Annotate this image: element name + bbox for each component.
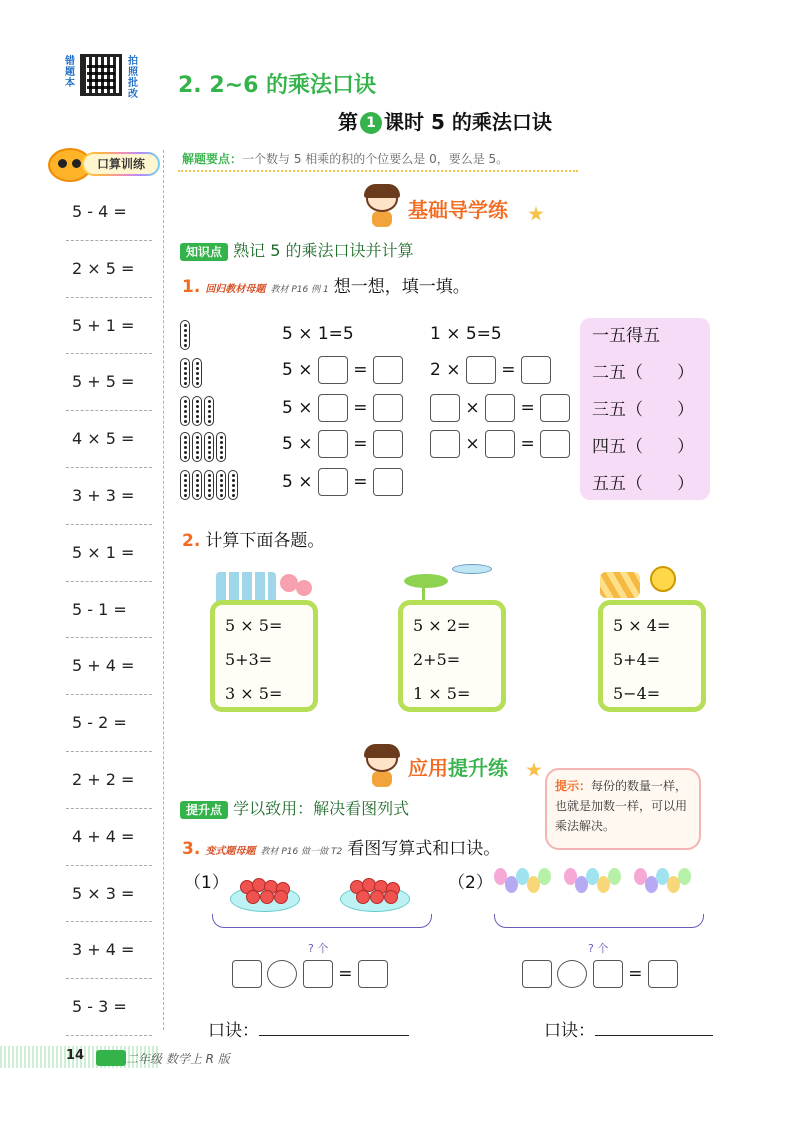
- dot-pod-icon: [228, 470, 238, 500]
- answer-box[interactable]: [318, 356, 348, 384]
- balloon-icon: [538, 868, 551, 885]
- answer-box[interactable]: [373, 356, 403, 384]
- answer-box[interactable]: [485, 394, 515, 422]
- calc-card-3: 5 × 4= 5+4= 5−4=: [598, 600, 706, 712]
- answer-box[interactable]: [466, 356, 496, 384]
- rhyme-answer-1: 口诀：: [208, 1016, 409, 1041]
- mental-math-item: 5 × 1 =: [66, 525, 152, 582]
- answer-box[interactable]: [521, 356, 551, 384]
- answer-box[interactable]: [373, 430, 403, 458]
- basic-section-title: 基础导学练: [408, 198, 508, 222]
- apple-icon: [260, 890, 274, 904]
- apple-plates-image: [230, 876, 430, 916]
- mental-math-item: 5 + 4 =: [66, 638, 152, 695]
- balloon-icon: [608, 868, 621, 885]
- dot-pod-icon: [180, 358, 190, 388]
- row2-right: 2 × =: [430, 356, 551, 384]
- kid-mascot-icon: [364, 746, 402, 788]
- row1-eq-b: 1 × 5=5: [430, 324, 502, 344]
- answer-line[interactable]: [259, 1035, 409, 1036]
- calc-card-1: 5 × 5= 5+3= 3 × 5=: [210, 600, 318, 712]
- mental-math-item: 5 - 4 =: [66, 184, 152, 241]
- improvement-point: 提升点 学以致用：解决看图列式: [180, 796, 409, 819]
- answer-box[interactable]: [318, 394, 348, 422]
- mental-math-item: 2 × 5 =: [66, 241, 152, 298]
- apple-icon: [384, 890, 398, 904]
- mental-math-item: 4 × 5 =: [66, 411, 152, 468]
- answer-box[interactable]: [318, 430, 348, 458]
- answer-box[interactable]: [303, 960, 333, 988]
- row3-left: 5 × =: [282, 394, 403, 422]
- advanced-section-title: 应用提升练: [408, 756, 508, 780]
- apple-icon: [356, 890, 370, 904]
- kid-mascot-icon: [364, 186, 402, 228]
- brand-logo-icon: [96, 1050, 126, 1066]
- mental-math-item: 5 - 3 =: [66, 979, 152, 1036]
- answer-box[interactable]: [540, 430, 570, 458]
- brace-2: [494, 914, 704, 928]
- mental-math-item: 2 + 2 =: [66, 752, 152, 809]
- answer-line[interactable]: [595, 1035, 713, 1036]
- answer-box[interactable]: [540, 394, 570, 422]
- star-icon: [526, 762, 542, 778]
- dot-pod-icon: [192, 470, 202, 500]
- dot-pod-icon: [180, 470, 190, 500]
- dot-pod-icon: [192, 396, 202, 426]
- rhyme-item: 三五（ ）: [592, 400, 694, 420]
- mental-math-item: 4 + 4 =: [66, 809, 152, 866]
- part-1-label: （1）: [184, 873, 229, 893]
- apple-icon: [274, 890, 288, 904]
- tip-divider: [178, 170, 578, 172]
- answer-box[interactable]: [648, 960, 678, 988]
- mental-math-item: 3 + 3 =: [66, 468, 152, 525]
- dot-pod-icon: [192, 432, 202, 462]
- page-number: 14: [66, 1048, 85, 1063]
- unknown-count-2: ? 个: [588, 942, 609, 955]
- equation-1: =: [232, 960, 388, 988]
- question-1: 1. 回归教材母题 教材 P16 例 1 想一想，填一填。: [182, 277, 470, 297]
- answer-box[interactable]: [358, 960, 388, 988]
- answer-box[interactable]: [318, 468, 348, 496]
- dot-pod-icon: [204, 432, 214, 462]
- mental-math-item: 5 - 2 =: [66, 695, 152, 752]
- question-3: 3. 变式题母题 教材 P16 做一做 T2 看图写算式和口诀。: [182, 839, 501, 859]
- rhyme-item: 四五（ ）: [592, 437, 694, 457]
- part-2-label: （2）: [448, 873, 493, 893]
- honeycomb-bee-icon: [598, 562, 698, 602]
- row4-right: × =: [430, 430, 570, 458]
- mental-math-item: 5 - 1 =: [66, 582, 152, 639]
- mental-math-item: 3 + 4 =: [66, 922, 152, 979]
- rhyme-item: 五五（ ）: [592, 474, 694, 494]
- answer-box[interactable]: [522, 960, 552, 988]
- footer-text: 二年级 数学上 R 版: [126, 1052, 230, 1066]
- dot-pod-icon: [204, 470, 214, 500]
- dot-pod-icon: [216, 470, 226, 500]
- chapter-title: 2. 2~6 的乘法口诀: [178, 73, 377, 98]
- qr-code-icon[interactable]: [80, 54, 122, 96]
- row1-eq-a: 5 × 1=5: [282, 324, 354, 344]
- balloon-bunches-image: [494, 868, 704, 918]
- equation-2: =: [522, 960, 678, 988]
- answer-box[interactable]: [430, 430, 460, 458]
- mental-math-list: [66, 184, 152, 1036]
- calc-card-2: 5 × 2= 2+5= 1 × 5=: [398, 600, 506, 712]
- dot-pod-icon: [180, 396, 190, 426]
- operator-circle[interactable]: [267, 960, 297, 988]
- fence-flower-icon: [208, 564, 318, 604]
- row4-left: 5 × =: [282, 430, 403, 458]
- row2-left: 5 × =: [282, 356, 403, 384]
- answer-box[interactable]: [485, 430, 515, 458]
- operator-circle[interactable]: [557, 960, 587, 988]
- mental-math-item: 5 × 3 =: [66, 866, 152, 923]
- column-divider: [163, 150, 164, 1030]
- answer-box[interactable]: [232, 960, 262, 988]
- rhyme-item: 二五（ ）: [592, 363, 694, 383]
- rhyme-panel: [580, 318, 710, 500]
- hint-box: 提示：每份的数量一样，也就是加数一样，可以用乘法解决。: [545, 768, 701, 850]
- apple-icon: [370, 890, 384, 904]
- dot-pod-icon: [204, 396, 214, 426]
- dot-pod-icon: [180, 320, 190, 350]
- mental-math-item: 5 + 1 =: [66, 298, 152, 355]
- balloon-icon: [678, 868, 691, 885]
- lesson-title: 第 1 课时 5 的乘法口诀: [338, 110, 552, 134]
- answer-box[interactable]: [373, 468, 403, 496]
- knowledge-point: 知识点 熟记 5 的乘法口诀并计算: [180, 238, 413, 261]
- answer-box[interactable]: [593, 960, 623, 988]
- mental-math-item: 5 + 5 =: [66, 354, 152, 411]
- wrong-book-label: 错题本: [65, 56, 75, 89]
- star-icon: [528, 206, 544, 222]
- question-2: 2. 计算下面各题。: [182, 531, 325, 551]
- row3-right: × =: [430, 394, 570, 422]
- dot-pod-icon: [192, 358, 202, 388]
- rhyme-item: 一五得五: [592, 326, 660, 346]
- brace-1: [212, 914, 432, 928]
- dot-pod-icon: [180, 432, 190, 462]
- mental-math-badge: 口算训练: [48, 148, 162, 182]
- apple-icon: [246, 890, 260, 904]
- lotus-dragonfly-icon: [400, 562, 500, 602]
- answer-box[interactable]: [373, 394, 403, 422]
- dot-pod-icon: [216, 432, 226, 462]
- solving-tip: 解题要点：一个数与 5 相乘的积的个位要么是 0，要么是 5。: [182, 152, 509, 166]
- rhyme-answer-2: 口诀：: [544, 1016, 713, 1041]
- unknown-count-1: ? 个: [308, 942, 329, 955]
- row5-left: 5 × =: [282, 468, 403, 496]
- answer-box[interactable]: [430, 394, 460, 422]
- photo-correct-label: 拍照批改: [128, 56, 138, 100]
